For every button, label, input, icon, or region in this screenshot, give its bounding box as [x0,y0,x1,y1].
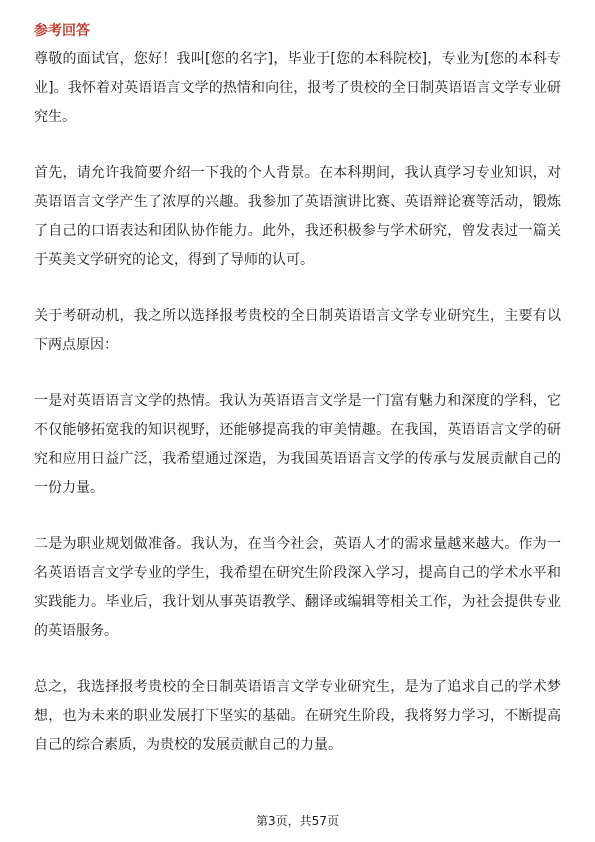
answer-body [34,45,561,760]
page-number: 第3页，共57页 [256,814,339,828]
paragraph-motivation: 关于考研动机，我之所以选择报考贵校的全日制英语语言文学专业研究生，主要有以下两点原因： [34,308,561,353]
paragraph-background: 首先，请允许我简要介绍一下我的个人背景。在本科期间，我认真学习专业知识，对英语语言文学产生了浓厚的兴趣。我参加了英语演讲比赛、英语辩论赛等活动，锻炼了自己的口语表达和团队协作能力。此外，我还积极参与学术研究，曾发表过一篇关于英美文学研究的论文，得到了导师的认可。 [34,165,561,268]
paragraph-reason-two: 二是为职业规划做准备。我认为，在当今社会，英语人才的需求量越来越大。作为一名英语语言文学专业的学生，我希望在研究生阶段深入学习，提高自己的学术水平和实践能力。毕业后，我计划从事英语教学、翻译或编辑等相关工作，为社会提供专业的英语服务。 [34,536,561,639]
section-heading: 参考回答 [34,23,90,39]
paragraph-reason-one: 一是对英语语言文学的热情。我认为英语语言文学是一门富有魅力和深度的学科，它不仅能够拓宽我的知识视野，还能够提高我的审美情趣。在我国，英语语言文学的研究和应用日益广泛，我希望通过深造，为我国英语语言文学的传承与发展贡献自己的一份力量。 [34,393,561,496]
paragraph-conclusion: 总之，我选择报考贵校的全日制英语语言文学专业研究生，是为了追求自己的学术梦想，也为未来的职业发展打下坚实的基础。在研究生阶段，我将努力学习，不断提高自己的综合素质，为贵校的发展贡献自己的力量。 [34,679,561,753]
paragraph-introduction: 尊敬的面试官，您好！我叫[您的名字]，毕业于[您的本科院校]，专业为[您的本科专业]。我怀着对英语语言文学的热情和向往，报考了贵校的全日制英语语言文学专业研究生。 [34,51,561,125]
